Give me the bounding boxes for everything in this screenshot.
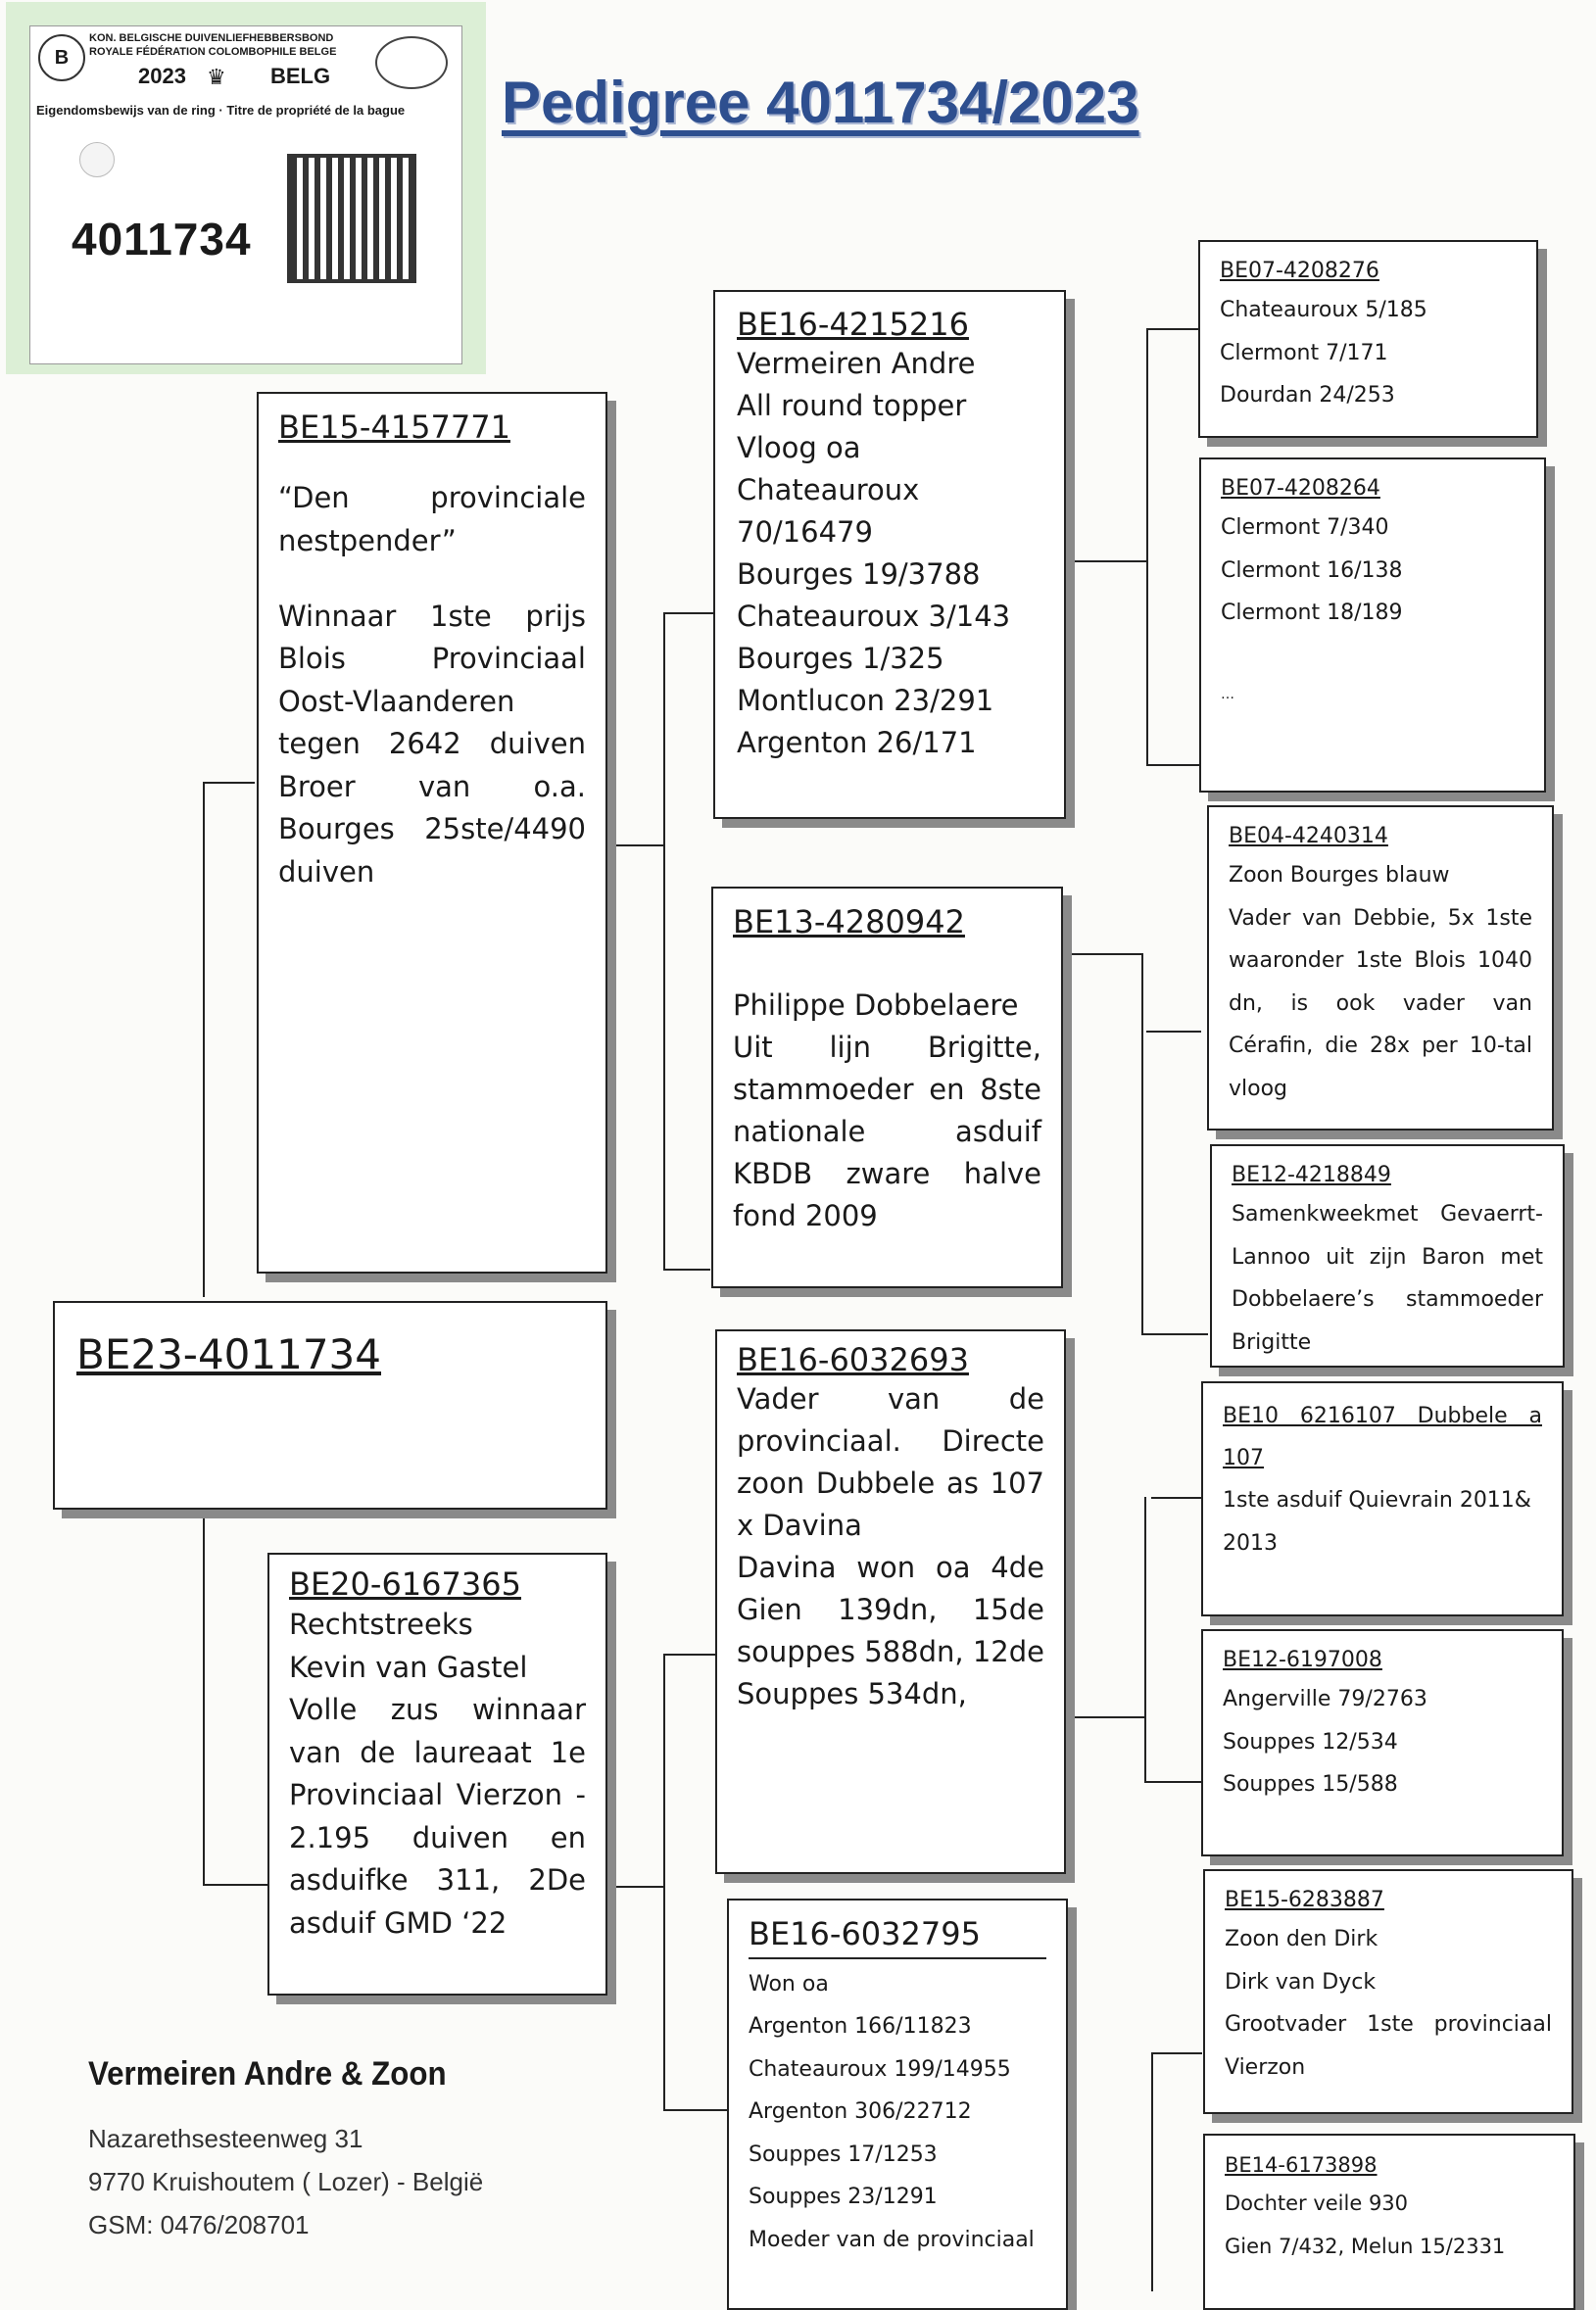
dds-ring: BE15-6283887	[1225, 1888, 1384, 1912]
ss-line: 70/16479	[737, 515, 873, 549]
connector-line	[1141, 1333, 1208, 1335]
dsd-line: Angerville 79/2763	[1223, 1687, 1427, 1711]
dss-line: 1ste asduif Quievrain 2011& 2013	[1223, 1488, 1531, 1556]
breeder-address2: 9770 Kruishoutem ( Lozer) - België	[88, 2167, 484, 2196]
sdd-box	[1210, 1144, 1565, 1368]
ssd-line: …	[1221, 686, 1234, 702]
ssd-box	[1199, 457, 1546, 793]
page-title: Pedigree 4011734/2023	[502, 70, 1139, 135]
connector-line	[663, 612, 665, 1269]
ddd-box	[1203, 2134, 1575, 2310]
ssd-line: Clermont 18/189	[1221, 601, 1403, 625]
dsd-line: Souppes 12/534	[1223, 1729, 1398, 1755]
kbdb-logo: B	[38, 34, 85, 81]
dam-text: Volle zus winnaar van de laureaat 1e Provinciaal Vierzon - 2.195 duiven en asduifke 311, 2De asduif GMD ‘22	[289, 1693, 586, 1940]
sire-nickname: “Den provinciale nestpender”	[278, 480, 586, 557]
sss-line: Clermont 7/171	[1220, 340, 1388, 365]
crown-icon: ♛	[207, 66, 226, 90]
connector-line	[203, 782, 205, 1297]
connector-line	[203, 782, 255, 784]
ring-card-number: 4011734	[72, 214, 252, 265]
connector-line	[1146, 764, 1201, 766]
ds-text: Vader van de provinciaal. Directe zoon Dubbele as 107 x Davina	[737, 1382, 1044, 1542]
globe-pigeon-icon	[375, 36, 448, 89]
dd-line: Moeder van de provinciaal	[749, 2227, 1035, 2252]
connector-line	[1068, 560, 1146, 562]
dds-line: Dirk van Dyck	[1225, 1969, 1377, 1995]
sds-ring: BE04-4240314	[1229, 824, 1388, 848]
ss-line: Bourges 19/3788	[737, 557, 981, 591]
connector-line	[663, 1269, 710, 1271]
dd-line: Chateauroux 199/14955	[749, 2056, 1011, 2082]
ddd-line: Gien 7/432, Melun 15/2331	[1225, 2234, 1506, 2258]
ring-certificate-card	[6, 2, 486, 374]
dsd-line: Souppes 15/588	[1223, 1772, 1398, 1797]
connector-line	[1144, 1781, 1201, 1783]
connector-line	[663, 1654, 715, 1656]
dds-text: Grootvader 1ste provinciaal Vierzon	[1225, 2012, 1552, 2080]
dam-line: Kevin van Gastel	[289, 1650, 528, 1684]
connector-line	[1151, 2052, 1153, 2291]
sire-ring: BE15-4157771	[278, 409, 510, 446]
dd-box	[727, 1899, 1068, 2310]
ss-line: Vermeiren Andre	[737, 347, 976, 380]
dam-line: Rechtstreeks	[289, 1608, 473, 1641]
sire-text: Winnaar 1ste prijs Blois Provinciaal Oost-Vlaanderen tegen 2642 duiven Broer van o.a. Bourges 25ste/4490 duiven	[278, 599, 586, 889]
sss-box	[1198, 240, 1538, 438]
dam-box	[267, 1553, 607, 1996]
dd-line: Argenton 306/22712	[749, 2099, 972, 2125]
dsd-box	[1201, 1629, 1564, 1856]
dss-box	[1201, 1381, 1564, 1616]
ring-card-country: BELG	[270, 64, 331, 88]
connector-line	[607, 1886, 664, 1888]
sdd-ring: BE12-4218849	[1232, 1163, 1391, 1187]
ss-line: Montlucon 23/291	[737, 684, 994, 717]
sd-ring: BE13-4280942	[733, 903, 965, 940]
connector-line	[663, 2109, 730, 2111]
ss-line: Argenton 26/171	[737, 726, 977, 759]
dd-line: Won oa	[749, 1971, 829, 1997]
ring-card-line1: KON. BELGISCHE DUIVENLIEFHEBBERSBOND	[89, 32, 334, 44]
sss-ring: BE07-4208276	[1220, 259, 1379, 283]
connector-line	[1146, 328, 1148, 764]
ss-line: All round topper	[737, 389, 967, 422]
dd-line: Souppes 17/1253	[749, 2142, 938, 2167]
dds-box	[1203, 1869, 1573, 2114]
connector-line	[1151, 1497, 1201, 1499]
dds-line: Zoon den Dirk	[1225, 1927, 1378, 1951]
sd-text: Uit lijn Brigitte, stammoeder en 8ste nationale asduif KBDB zware halve fond 2009	[733, 1030, 1041, 1232]
connector-line	[1063, 953, 1141, 955]
connector-line	[663, 612, 715, 614]
ssd-line: Clermont 7/340	[1221, 515, 1389, 540]
subject-ring: BE23-4011734	[76, 1330, 382, 1378]
sire-box	[257, 392, 607, 1274]
ddd-line: Dochter veile 930	[1225, 2191, 1409, 2215]
sss-line: Chateauroux 5/185	[1220, 298, 1427, 322]
ss-line: Chateauroux	[737, 473, 920, 506]
connector-line	[1146, 1031, 1201, 1033]
connector-line	[203, 1514, 205, 1886]
dss-ring: BE10 6216107 Dubbele a 107	[1223, 1404, 1542, 1470]
ddd-ring: BE14-6173898	[1225, 2153, 1378, 2177]
dsd-ring: BE12-6197008	[1223, 1648, 1382, 1672]
connector-line	[1146, 328, 1199, 330]
ss-box	[713, 290, 1066, 819]
connector-line	[663, 1654, 665, 2109]
ss-line: Chateauroux 3/143	[737, 600, 1011, 633]
ring-card-caption: Eigendomsbewijs van de ring · Titre de propriété de la bague	[36, 103, 406, 118]
ring-certificate-inner	[29, 25, 462, 364]
ring-card-line2: ROYALE FÉDÉRATION COLOMBOPHILE BELGE	[89, 46, 337, 58]
ssd-ring: BE07-4208264	[1221, 476, 1380, 501]
sds-text: Vader van Debbie, 5x 1ste waaronder 1ste Blois 1040 dn, is ook vader van Cérafin, die 28x per 10-tal vloog	[1229, 905, 1532, 1101]
dd-line: Souppes 23/1291	[749, 2185, 938, 2210]
ring-card-year: 2023	[138, 64, 186, 88]
sd-box	[711, 887, 1063, 1288]
connector-line	[1151, 2052, 1202, 2054]
ss-line: Vloog oa	[737, 431, 861, 464]
breeder-name: Vermeiren Andre & Zoon	[88, 2055, 447, 2093]
connector-line	[1144, 1497, 1146, 1781]
connector-line	[1066, 1716, 1144, 1718]
ds-text: Davina won oa 4de Gien 139dn, 15de souppes 588dn, 12de Souppes 534dn,	[737, 1551, 1044, 1710]
qr-code	[287, 154, 416, 283]
ss-line: Bourges 1/325	[737, 642, 944, 675]
dd-ring: BE16-6032795	[749, 1914, 1046, 1959]
punch-hole	[79, 142, 115, 177]
breeder-address1: Nazarethsesteenweg 31	[88, 2124, 363, 2153]
dam-ring: BE20-6167365	[289, 1565, 521, 1603]
ds-box	[715, 1329, 1066, 1874]
sds-box	[1207, 805, 1554, 1131]
connector-line	[203, 1884, 267, 1886]
ss-ring: BE16-4215216	[737, 306, 969, 343]
sd-line: Philippe Dobbelaere	[733, 987, 1019, 1022]
ssd-line: Clermont 16/138	[1221, 557, 1403, 583]
connector-line	[607, 844, 664, 846]
sdd-text: Samenkweekmet Gevaerrt-Lannoo uit zijn Baron met Dobbelaere’s stammoeder Brigitte	[1232, 1202, 1543, 1355]
sss-line: Dourdan 24/253	[1220, 383, 1395, 408]
sds-line: Zoon Bourges blauw	[1229, 863, 1450, 888]
connector-line	[1141, 953, 1143, 1333]
breeder-phone: GSM: 0476/208701	[88, 2210, 310, 2239]
dd-line: Argenton 166/11823	[749, 2014, 972, 2040]
ds-ring: BE16-6032693	[737, 1341, 969, 1378]
subject-box	[53, 1301, 607, 1510]
